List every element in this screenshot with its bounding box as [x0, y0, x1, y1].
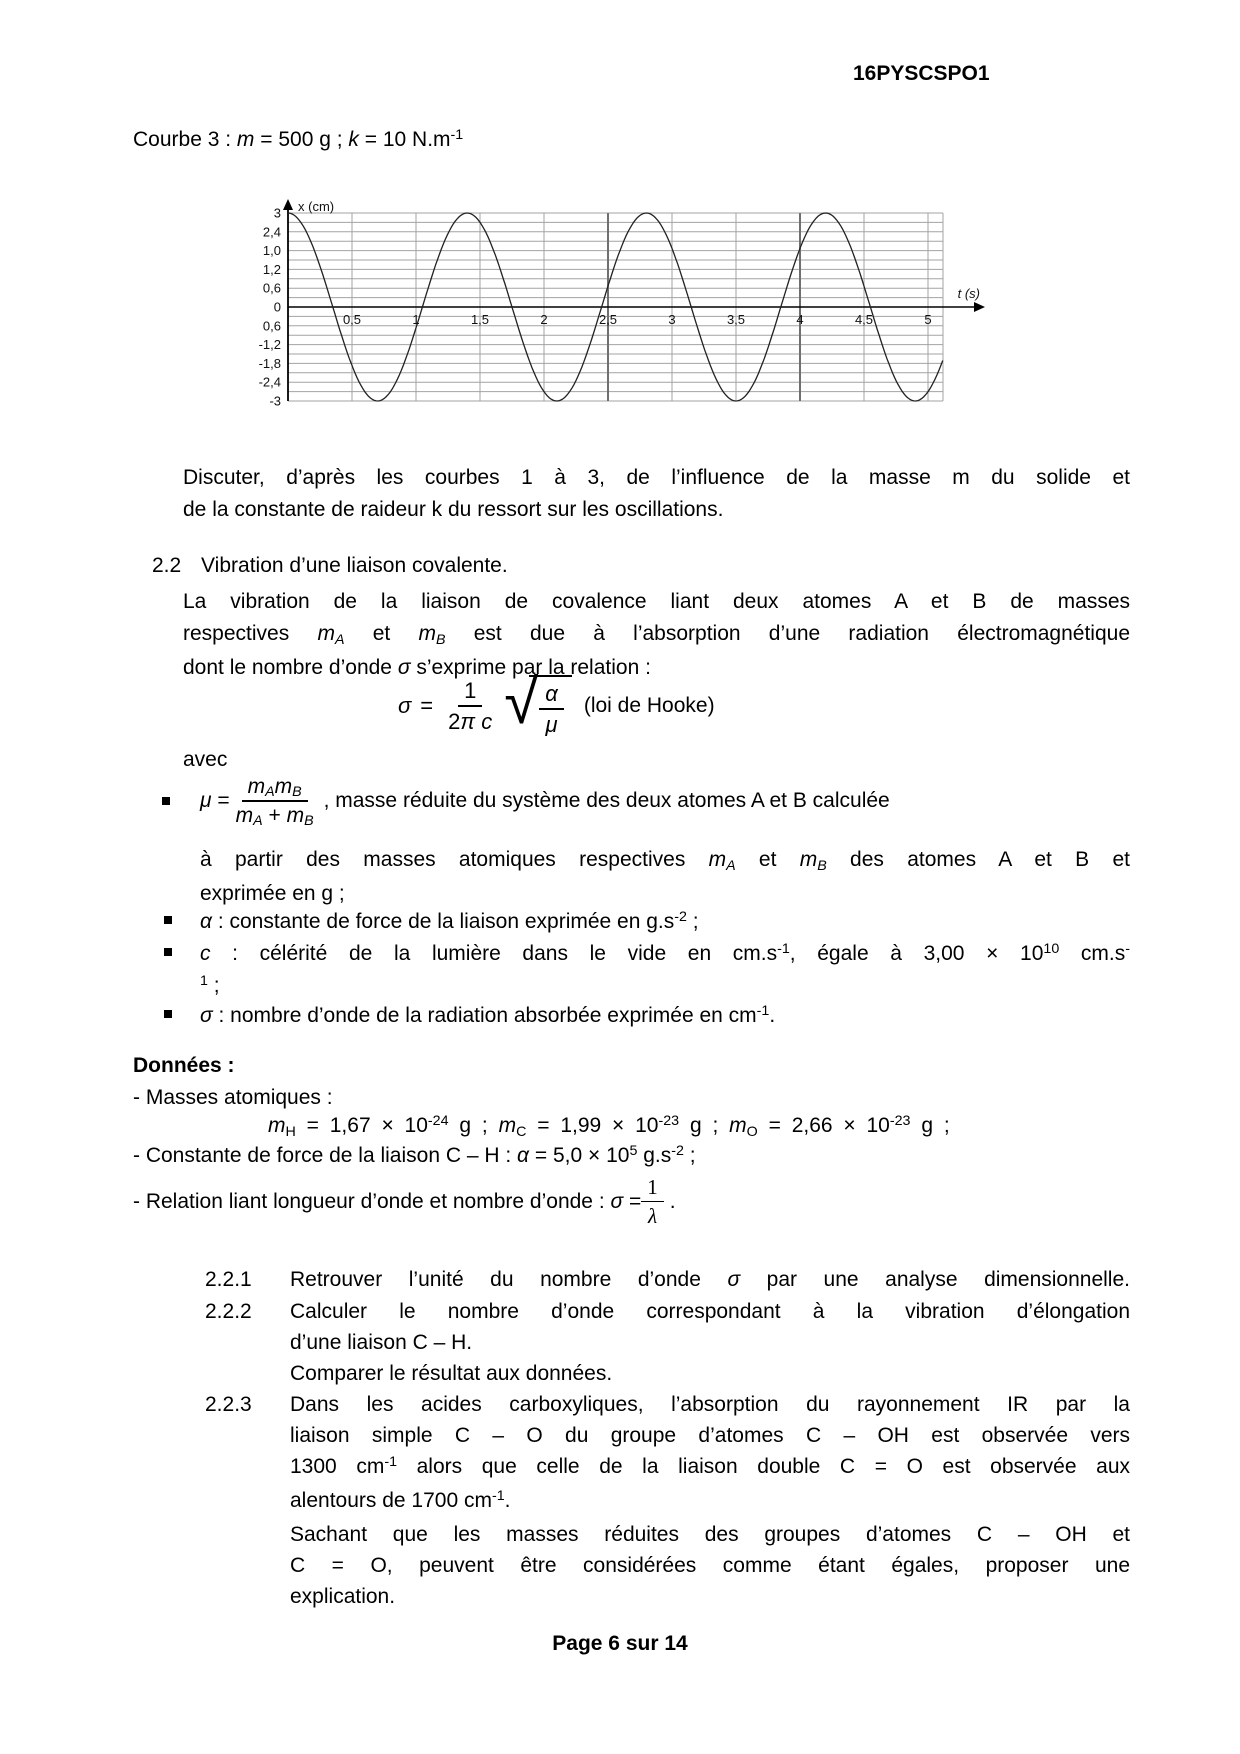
question-2-2-1: Retrouver l’unité du nombre d’onde σ par une analyse dimensionnelle. [290, 1268, 1130, 1291]
relation-text: - Relation liant longueur d’onde et nombre d’onde : σ = [133, 1190, 642, 1213]
radical-symbol: √ [504, 667, 539, 737]
fraction-denominator: μ [545, 711, 558, 737]
header-code: 16PYSCSPO1 [853, 62, 990, 85]
page-footer: Page 6 sur 14 [552, 1632, 688, 1655]
discussion-paragraph [183, 462, 1130, 526]
svg-text:2: 2 [540, 312, 548, 327]
oscillation-chart [238, 198, 993, 416]
svg-text:x (cm): x (cm) [298, 199, 335, 214]
discussion-line: Discuter, d’après les courbes 1 à 3, de l’influence de la masse m du solide et [183, 466, 1130, 489]
svg-text:-1,2: -1,2 [258, 337, 281, 353]
question-2-2-3 [290, 1389, 1130, 1612]
relation-period: . [669, 1190, 676, 1213]
alpha-bullet-item: α : constante de force de la liaison exprimée en $g.s^{-2}$ ; [200, 908, 699, 933]
fraction-numerator: 1 [641, 1175, 664, 1202]
paragraph-line: dont le nombre d’onde σ s’exprime par la relation : [183, 656, 651, 679]
fraction-denominator: mA + mB [235, 803, 314, 830]
hooke-square-root [504, 667, 572, 738]
svg-text:t (s): t (s) [957, 286, 980, 301]
section-title: Vibration d’une liaison covalente. [201, 554, 508, 577]
section-number: 2.2 [152, 554, 182, 577]
fraction-numerator: α [539, 681, 564, 710]
fraction-denominator: 2π c [448, 708, 493, 734]
hooke-formula [398, 664, 715, 748]
relation-line [133, 1172, 676, 1232]
section-2-2-heading [152, 554, 508, 578]
square-bullet-icon [162, 797, 170, 805]
question-line: alentours de 1700 $cm^{-1}$. [290, 1487, 511, 1512]
paragraph-line: La vibration de la liaison de covalence liant deux atomes A et B de masses [183, 590, 1130, 613]
hooke-equals: = [420, 693, 434, 718]
sigma-bullet-item: σ : nombre d’onde de la radiation absorbée exprimée en $cm^{-1}$. [200, 1002, 776, 1027]
oscillation-chart-svg [238, 198, 993, 416]
svg-text:4,5: 4,5 [854, 312, 874, 327]
svg-text:1: 1 [412, 312, 420, 327]
svg-text:3,5: 3,5 [726, 312, 746, 327]
question-line: explication. [290, 1585, 396, 1608]
svg-text:-1,8: -1,8 [258, 355, 281, 371]
hooke-law-label: (loi de Hooke) [583, 694, 715, 717]
question-number: 2.2.1 [205, 1268, 252, 1291]
svg-text:3: 3 [668, 312, 676, 327]
question-line: Dans les acides carboxyliques, l’absorption du rayonnement IR par la [290, 1393, 1130, 1416]
question-number: 2.2.3 [205, 1393, 252, 1416]
svg-text:0,5: 0,5 [342, 312, 362, 327]
paragraph-line: exprimée en g ; [200, 882, 345, 905]
question-2-2-2 [290, 1296, 1130, 1389]
svg-text:-2,4: -2,4 [258, 374, 281, 390]
question-line: 1300 $cm^{-1}$ alors que celle de la liaison double C = O est observée aux [290, 1453, 1131, 1478]
question-line: C = O, peuvent être considérées comme étant égales, proposer une [290, 1554, 1130, 1577]
svg-text:2,5: 2,5 [598, 312, 618, 327]
avec-label: avec [183, 748, 228, 771]
question-line: liaison simple C – O du groupe d’atomes C – OH est observée vers [290, 1424, 1130, 1447]
hooke-coefficient-fraction [442, 678, 498, 735]
svg-text:-3: -3 [269, 393, 281, 409]
mu-bullet-item [162, 764, 890, 838]
square-bullet-icon [164, 1010, 172, 1018]
fraction-numerator: mAmB [242, 775, 308, 802]
mu-fraction [230, 775, 320, 828]
courbe3-caption: Courbe 3 : m = 500 g ; k = 10 $N.m^{-1}$ [133, 126, 464, 151]
question-line: Comparer le résultat aux données. [290, 1362, 613, 1385]
question-line: Calculer le nombre d’onde correspondant à la vibration d’élongation [290, 1300, 1130, 1323]
masses-values: mH = $1,67 \times 10^{-24}$ g ; mC = $1,99 \times 10^{-23}$ g ; mO = $2,66 \times 10^{-23}$ g ; [268, 1112, 950, 1140]
question-line: Sachant que les masses réduites des groupes d’atomes C – OH et [290, 1523, 1130, 1546]
svg-text:2,4: 2,4 [262, 224, 281, 240]
svg-text:4: 4 [796, 312, 804, 327]
radicand [529, 675, 572, 738]
svg-text:0: 0 [273, 299, 281, 315]
c-bullet-item-continuation: $^1$ ; [200, 972, 220, 997]
svg-text:0,6: 0,6 [262, 318, 281, 334]
square-bullet-icon [164, 916, 172, 924]
c-bullet-item: c : célérité de la lumière dans le vide en $cm.s^{-1}$, égale à $3,00 \times 10^{10}$ cm.s- [200, 940, 1130, 965]
radicand-fraction [539, 681, 564, 738]
mu-lhs: μ = [200, 789, 230, 812]
svg-text:0,6: 0,6 [262, 280, 281, 296]
masses-label: - Masses atomiques : [133, 1086, 333, 1109]
donnees-title: Données : [133, 1054, 235, 1077]
svg-text:1,5: 1,5 [470, 312, 490, 327]
fraction-denominator: λ [647, 1204, 658, 1228]
square-bullet-icon [164, 948, 172, 956]
constante-line: - Constante de force de la liaison C – H : $\alpha = 5,0 \times 10^5$ $g.s^{-2}$ ; [133, 1142, 696, 1167]
svg-text:1,0: 1,0 [262, 243, 281, 259]
question-line: d’une liaison C – H. [290, 1331, 473, 1354]
relation-fraction [641, 1175, 664, 1229]
paragraph-line: à partir des masses atomiques respectives mA et mB des atomes A et B et [200, 848, 1130, 874]
mu-continuation [200, 844, 1130, 910]
svg-text:3: 3 [273, 205, 281, 221]
paragraph-line: respectives mA et mB est due à l’absorption d’une radiation électromagnétique [183, 622, 1131, 648]
question-number: 2.2.2 [205, 1300, 252, 1323]
svg-text:1,2: 1,2 [262, 261, 281, 277]
svg-text:5: 5 [924, 312, 932, 327]
discussion-line: de la constante de raideur k du ressort sur les oscillations. [183, 498, 724, 521]
mu-description: , masse réduite du système des deux atomes A et B calculée [323, 789, 890, 812]
fraction-numerator: 1 [458, 678, 482, 707]
hooke-sigma: σ [398, 693, 412, 718]
